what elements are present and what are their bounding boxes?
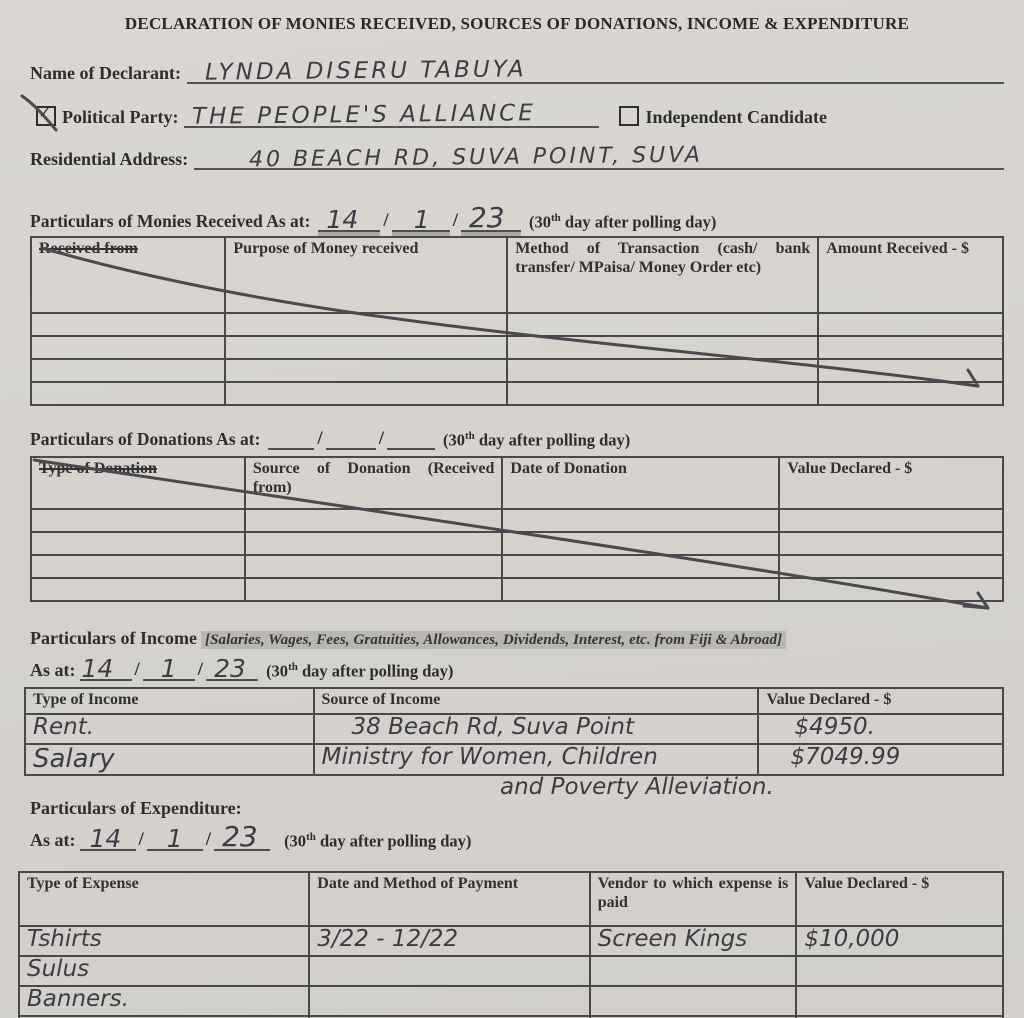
monies-table-wrap	[30, 236, 1004, 406]
monies-section-heading	[30, 201, 1004, 234]
monies-empty-row	[31, 382, 1003, 405]
expenditure-asat-row	[30, 820, 1004, 853]
income-date-month: 1	[160, 654, 177, 683]
donations-empty-row	[31, 532, 1003, 555]
party-handwritten-value: THE PEOPLE'S ALLIANCE	[192, 100, 537, 130]
date-slash: /	[378, 428, 384, 449]
income-polling-note: (30th day after polling day)	[266, 660, 454, 680]
address-handwritten-value: 40 BEACH RD, SUVA POINT, SUVA	[249, 142, 704, 173]
income-amount-value: $4950.	[794, 714, 875, 740]
monies-col-method: Method of Transaction (cash/ bank transfer/ MPaisa/ Money Order etc)	[507, 237, 818, 313]
name-label: Name of Declarant:	[30, 63, 181, 83]
income-date-day-slot	[80, 653, 132, 681]
date-slash: /	[205, 829, 212, 850]
expense-amount-value: $10,000	[804, 926, 900, 952]
donations-date-year-slot	[387, 422, 435, 450]
income-col-value: Value Declared - $	[758, 688, 1003, 714]
income-type-value: Rent.	[33, 714, 95, 740]
expenditure-col-vendor: Vendor to which expense is paid	[590, 872, 797, 926]
party-write-line	[184, 96, 599, 128]
date-slash: /	[383, 210, 389, 231]
checkbox-box	[619, 106, 639, 126]
expenditure-date-year: 23	[222, 820, 258, 853]
income-asat-row	[30, 653, 1004, 681]
income-heading-note: [Salaries, Wages, Fees, Gratuities, Allowances, Dividends, Interest, etc. from Fiji & Abroad]	[201, 631, 786, 649]
monies-date-year: 23	[468, 201, 505, 234]
checkbox-check-icon: ✓	[38, 103, 52, 122]
expenditure-polling-note: (30th day after polling day)	[284, 830, 472, 850]
donations-empty-row	[31, 555, 1003, 578]
expenditure-col-date: Date and Method of Payment	[309, 872, 589, 926]
income-table-wrap	[24, 687, 1004, 776]
income-source-value: Ministry for Women, Children	[321, 744, 658, 770]
monies-empty-row	[31, 336, 1003, 359]
expense-date-value: 3/22 - 12/22	[317, 926, 459, 952]
expenditure-table	[18, 871, 1004, 1018]
monies-col-received-from: Received from	[31, 237, 225, 313]
expenditure-date-day-slot	[80, 823, 136, 851]
expense-type-value: Tshirts	[27, 926, 102, 952]
income-col-type: Type of Income	[25, 688, 314, 714]
income-row-rent	[25, 714, 1003, 744]
income-heading: Particulars of Income	[30, 628, 197, 648]
independent-candidate-label: Independent Candidate	[645, 107, 828, 127]
expenditure-section-heading	[30, 798, 1004, 819]
party-field-row	[30, 96, 1004, 128]
income-asat-label: As at:	[30, 660, 76, 680]
monies-heading: Particulars of Monies Received As at:	[30, 211, 311, 231]
income-col-source: Source of Income	[314, 688, 759, 714]
expense-type-value: Banners.	[27, 986, 129, 1012]
expense-vendor-value: Screen Kings	[597, 926, 748, 952]
income-source-value: 38 Beach Rd, Suva Point	[351, 714, 634, 740]
monies-date-year-slot	[461, 201, 521, 234]
donations-heading: Particulars of Donations As at:	[30, 429, 261, 449]
income-amount-value: $7049.99	[790, 744, 901, 770]
income-row-salary	[25, 744, 1003, 775]
monies-table	[30, 236, 1004, 406]
expenditure-row-tshirts	[19, 926, 1003, 956]
name-handwritten-value: LYNDA DISERU TABUYA	[204, 56, 527, 86]
expenditure-date-month-slot	[147, 823, 203, 851]
donations-col-type: Type of Donation	[31, 457, 245, 509]
political-party-checkbox	[36, 103, 56, 126]
donations-polling-note: (30th day after polling day)	[442, 429, 631, 449]
donations-col-date: Date of Donation	[502, 457, 779, 509]
monies-empty-row	[31, 313, 1003, 336]
income-date-day: 14	[81, 654, 114, 683]
monies-date-month: 1	[413, 205, 430, 234]
income-date-year: 23	[214, 654, 246, 683]
income-section-heading	[30, 628, 1004, 649]
donations-empty-row	[31, 578, 1003, 601]
name-field-row	[30, 52, 1004, 84]
independent-candidate-checkbox	[619, 106, 639, 126]
donations-table	[30, 456, 1004, 602]
date-slash: /	[197, 659, 204, 680]
expenditure-heading: Particulars of Expenditure:	[30, 798, 242, 818]
expenditure-table-wrap	[18, 871, 1004, 1018]
date-slash: /	[134, 659, 140, 680]
donations-empty-row	[31, 509, 1003, 532]
donations-date-day-slot	[268, 422, 314, 450]
expenditure-date-month: 1	[166, 824, 183, 853]
donations-table-wrap	[30, 456, 1004, 602]
income-date-year-slot	[206, 653, 258, 681]
form-title: DECLARATION OF MONIES RECEIVED, SOURCES OF DONATIONS, INCOME & EXPENDITURE	[124, 14, 910, 33]
expenditure-row-banners	[19, 986, 1003, 1016]
donations-col-source: Source of Donation (Received from)	[245, 457, 503, 509]
monies-date-day: 14	[326, 205, 359, 234]
donations-section-heading	[30, 422, 1004, 450]
party-label: Political Party:	[62, 107, 179, 127]
income-source-overflow: and Poverty Alleviation.	[500, 774, 774, 800]
date-slash: /	[138, 829, 144, 850]
monies-polling-note: (30th day after polling day)	[528, 211, 717, 231]
address-field-row	[30, 138, 1004, 173]
donations-date-month-slot	[326, 422, 376, 450]
date-slash: /	[317, 428, 323, 449]
expenditure-date-day: 14	[89, 824, 122, 853]
income-date-month-slot	[143, 653, 195, 681]
address-label: Residential Address:	[30, 149, 189, 169]
address-write-line	[194, 138, 1004, 173]
income-type-value: Salary	[33, 744, 115, 774]
monies-col-purpose: Purpose of Money received	[225, 237, 507, 313]
date-slash: /	[452, 210, 458, 231]
expenditure-asat-label: As at:	[30, 830, 76, 850]
expenditure-row-sulus	[19, 956, 1003, 986]
expenditure-date-year-slot	[214, 820, 270, 853]
name-write-line	[187, 52, 1004, 84]
monies-empty-row	[31, 359, 1003, 382]
monies-date-day-slot	[318, 204, 380, 232]
income-table	[24, 687, 1004, 776]
expenditure-col-value: Value Declared - $	[796, 872, 1003, 926]
expense-type-value: Sulus	[27, 956, 90, 982]
monies-col-amount: Amount Received - $	[818, 237, 1003, 313]
expenditure-col-type: Type of Expense	[19, 872, 309, 926]
monies-date-month-slot	[392, 204, 450, 232]
donations-col-value: Value Declared - $	[779, 457, 1003, 509]
